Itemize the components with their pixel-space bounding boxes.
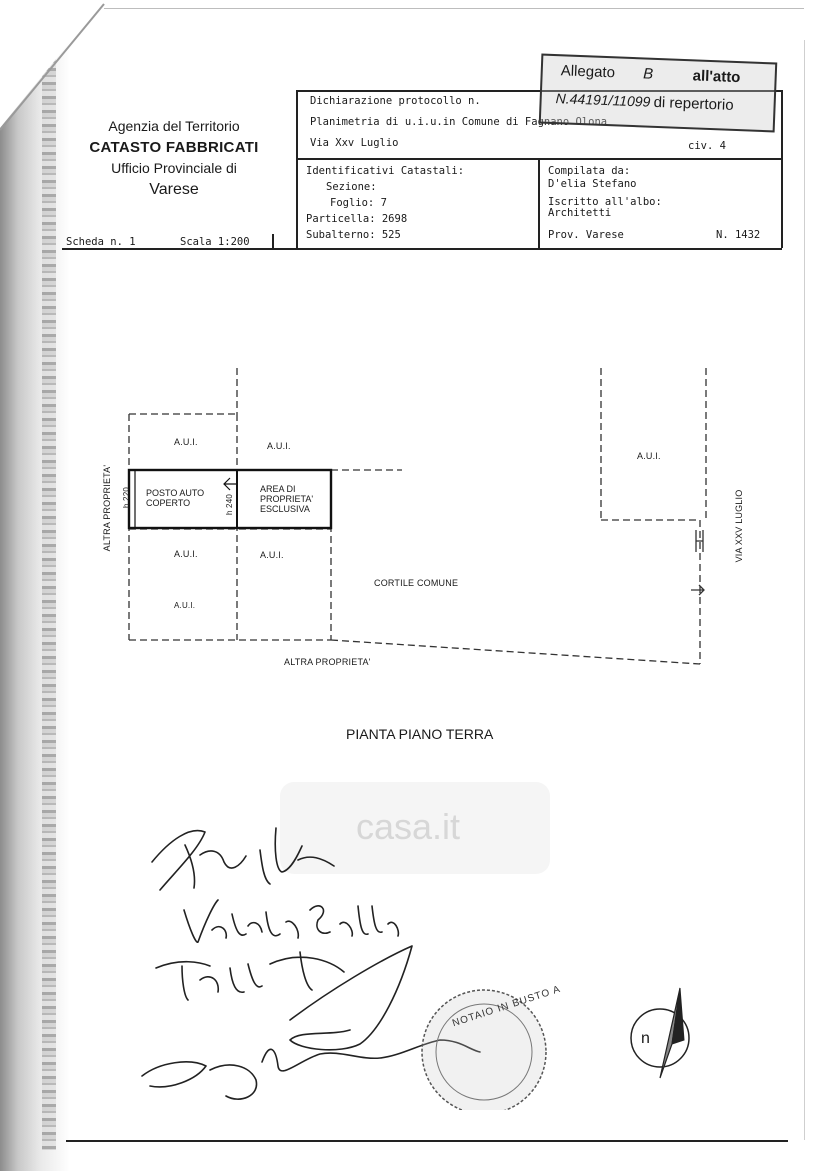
province-name: Varese	[149, 181, 199, 198]
plan-title: PIANTA PIANO TERRA	[346, 726, 494, 742]
civico-label: civ. 4	[688, 140, 726, 152]
compiler-name: D'elia Stefano	[548, 178, 637, 190]
height-240-label: h 240	[225, 493, 235, 516]
height-220-label: h 220	[122, 486, 132, 509]
dichiarazione-label: Dichiarazione protocollo n.	[310, 95, 481, 107]
iscritto-label: Iscritto all'albo:	[548, 196, 662, 208]
planimetria-label: Planimetria di u.i.u.in Comune di Fagnano Olona	[310, 116, 608, 128]
aui-label-2: A.U.I.	[267, 441, 291, 451]
via-label: Via Xxv Luglio	[310, 137, 399, 149]
aui-label-1: A.U.I.	[174, 437, 198, 447]
area-line3: ESCLUSIVA	[260, 504, 310, 514]
altra-proprieta-bottom: ALTRA PROPRIETA'	[284, 657, 371, 667]
north-label: n	[641, 1030, 650, 1047]
foglio-field: Foglio: 7	[330, 197, 387, 209]
north-arrow-icon	[626, 982, 706, 1082]
aui-label-6: A.U.I.	[174, 601, 196, 610]
agency-name: Agenzia del Territorio	[108, 118, 240, 134]
area-line2: PROPRIETA'	[260, 494, 314, 504]
stamp-all-atto: all'atto	[692, 67, 741, 87]
posto-auto-line1: POSTO AUTO	[146, 488, 205, 498]
via-xxv-luglio-label: VIA XXV LUGLIO	[734, 489, 744, 563]
signature-valentina	[184, 908, 409, 933]
stamp-number: N.44191/11099	[555, 90, 651, 110]
posto-auto-line2: COPERTO	[146, 498, 191, 508]
altra-proprieta-left: ALTRA PROPRIETA'	[102, 464, 112, 552]
catasto-title: CATASTO FABBRICATI	[89, 139, 259, 156]
albo-value: Architetti	[548, 207, 612, 219]
notary-seal-text: NOTAIO IN BUSTO A	[451, 983, 563, 1030]
subalterno-field: Subalterno: 525	[306, 229, 401, 241]
page-bottom-line	[66, 1140, 788, 1142]
compilata-title: Compilata da:	[548, 165, 631, 177]
albo-number: N. 1432	[716, 229, 761, 241]
sezione-field: Sezione:	[326, 181, 377, 193]
aui-label-3: A.U.I.	[637, 451, 661, 461]
stamp-letter: B	[642, 65, 654, 83]
province-field: Prov. Varese	[548, 229, 624, 241]
stamp-allegato-text: Allegato	[560, 62, 616, 82]
area-line1: AREA DI	[260, 484, 296, 494]
particella-field: Particella: 2698	[306, 213, 408, 225]
scheda-number: Scheda n. 1	[66, 236, 136, 248]
stamp-repertorio: di repertorio	[653, 93, 734, 114]
aui-label-4: A.U.I.	[174, 549, 198, 559]
watermark-logo: casa.it	[356, 806, 461, 847]
identificativi-title: Identificativi Catastali:	[306, 165, 465, 177]
cortile-comune-label: CORTILE COMUNE	[374, 578, 459, 588]
ufficio-label: Ufficio Provinciale di	[111, 160, 237, 176]
scale-label: Scala 1:200	[180, 236, 250, 248]
aui-label-5: A.U.I.	[260, 550, 284, 560]
